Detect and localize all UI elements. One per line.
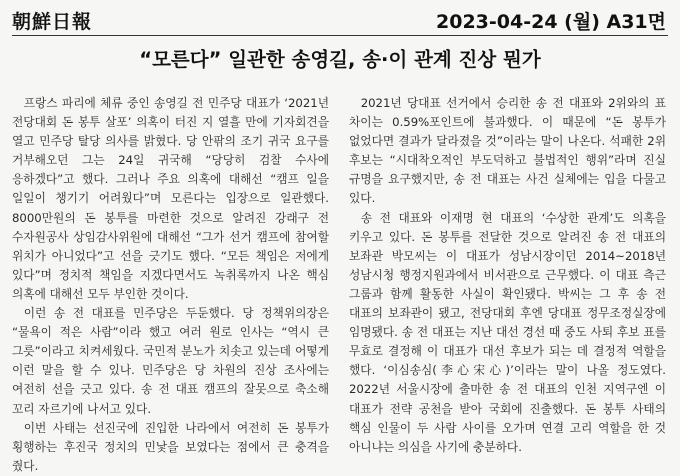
article-headline: “모른다” 일관한 송영길, 송·이 관계 진상 뭔가	[139, 48, 541, 71]
newspaper-logo: 朝鮮日報	[12, 11, 93, 33]
article-paragraph: 프랑스 파리에 체류 중인 송영길 전 민주당 대표가 ‘2021년 전당대회 돈 봉투 살포’ 의혹이 터진 지 열흘 만에 기자회견을 열고 민주당 탈당 의사를 밝혔다. 당 안팎의 조기 귀국 요구를 거부해오던 그는 24일 귀국해 “당당히 검찰 수사에 응하겠다”고 했다. 그러나 주요 의혹에 대해선 “캠프 일을 일일이 챙기기 어려웠다”며 모른다는 입장으로 일관했다. 8000만원의 돈 봉투를 마련한 것으로 알려진 강래구 전 수자원공사 상임감사위원에 대해선 “그가 선거 캠프에 참여할 위치가 아니었다”고 선을 긋기도 했다. “모든 책임은 저에게 있다”며 정치적 책임을 지겠다면서도 녹취록까지 나온 핵심 의혹에 대해선 모두 부인한 것이다.	[12, 96, 329, 301]
issue-date-page: 2023-04-24 (월) A31면	[436, 11, 666, 33]
masthead	[0, 0, 680, 34]
article-left-column	[12, 94, 329, 476]
article-paragraph: 2021년 당대표 선거에서 승리한 송 전 대표와 2위와의 표 차이는 0.59%포인트에 불과했다. 이 때문에 “돈 봉투가 없었다면 결과가 달라졌을 것”이라는 말이 나온다. 석패한 2위 후보는 “시대착오적인 부도덕하고 불법적인 행위”라며 진실 규명을 요구했지만, 송 전 대표는 사건 실체에는 입을 다물고 있다.	[349, 96, 666, 206]
header-divider	[12, 35, 668, 36]
article-paragraph: 송 전 대표와 이재명 현 대표의 ‘수상한 관계’도 의혹을 키우고 있다. 돈 봉투를 전달한 것으로 알려진 송 전 대표의 보좌관 박모씨는 이 대표가 성남시장이던 2014~2018년 성남시청 행정지원과에서 비서관으로 근무했다. 이 대표 측근 그룹과 함께 활동한 사실이 확인됐다. 박씨는 그 후 송 전 대표의 보좌관이 됐고, 전당대회 후엔 당대표 정무조정실장에 임명됐다. 송 전 대표는 지난 대선 경선 때 중도 사퇴 후보 표를 무효로 결정해 이 대표가 대선 후보가 되는 데 결정적 역할을 했다. ‘이심송심(李心宋心)’이라는 말이 나올 정도였다. 2022년 서울시장에 출마한 송 전 대표의 인천 지역구엔 이 대표가 전략 공천을 받아 국회에 진출했다. 돈 봉투 사태의 핵심 인물이 두 사람 사이를 오가며 연결 고리 역할을 한 것 아니냐는 의심을 사기에 충분하다.	[349, 210, 666, 454]
article-right-column	[349, 94, 666, 457]
article-paragraph: 이번 사태는 선진국에 진입한 나라에서 여전히 돈 봉투가 횡행하는 후진국 정치의 민낯을 보였다는 점에서 큰 충격을 줬다.	[12, 420, 329, 473]
article-paragraph: 이런 송 전 대표를 민주당은 두둔했다. 당 정책위의장은 “물욕이 적은 사람”이라 했고 여러 원로 인사는 “역시 큰 그릇”이라고 치켜세웠다. 국민적 분노가 치솟고 있는데 어떻게 이런 말을 할 수 있나. 민주당은 당 차원의 진상 조사에는 여전히 선을 긋고 있다. 송 전 대표 캠프의 잘못으로 축소해 꼬리 자르기에 나서고 있다.	[12, 306, 329, 416]
